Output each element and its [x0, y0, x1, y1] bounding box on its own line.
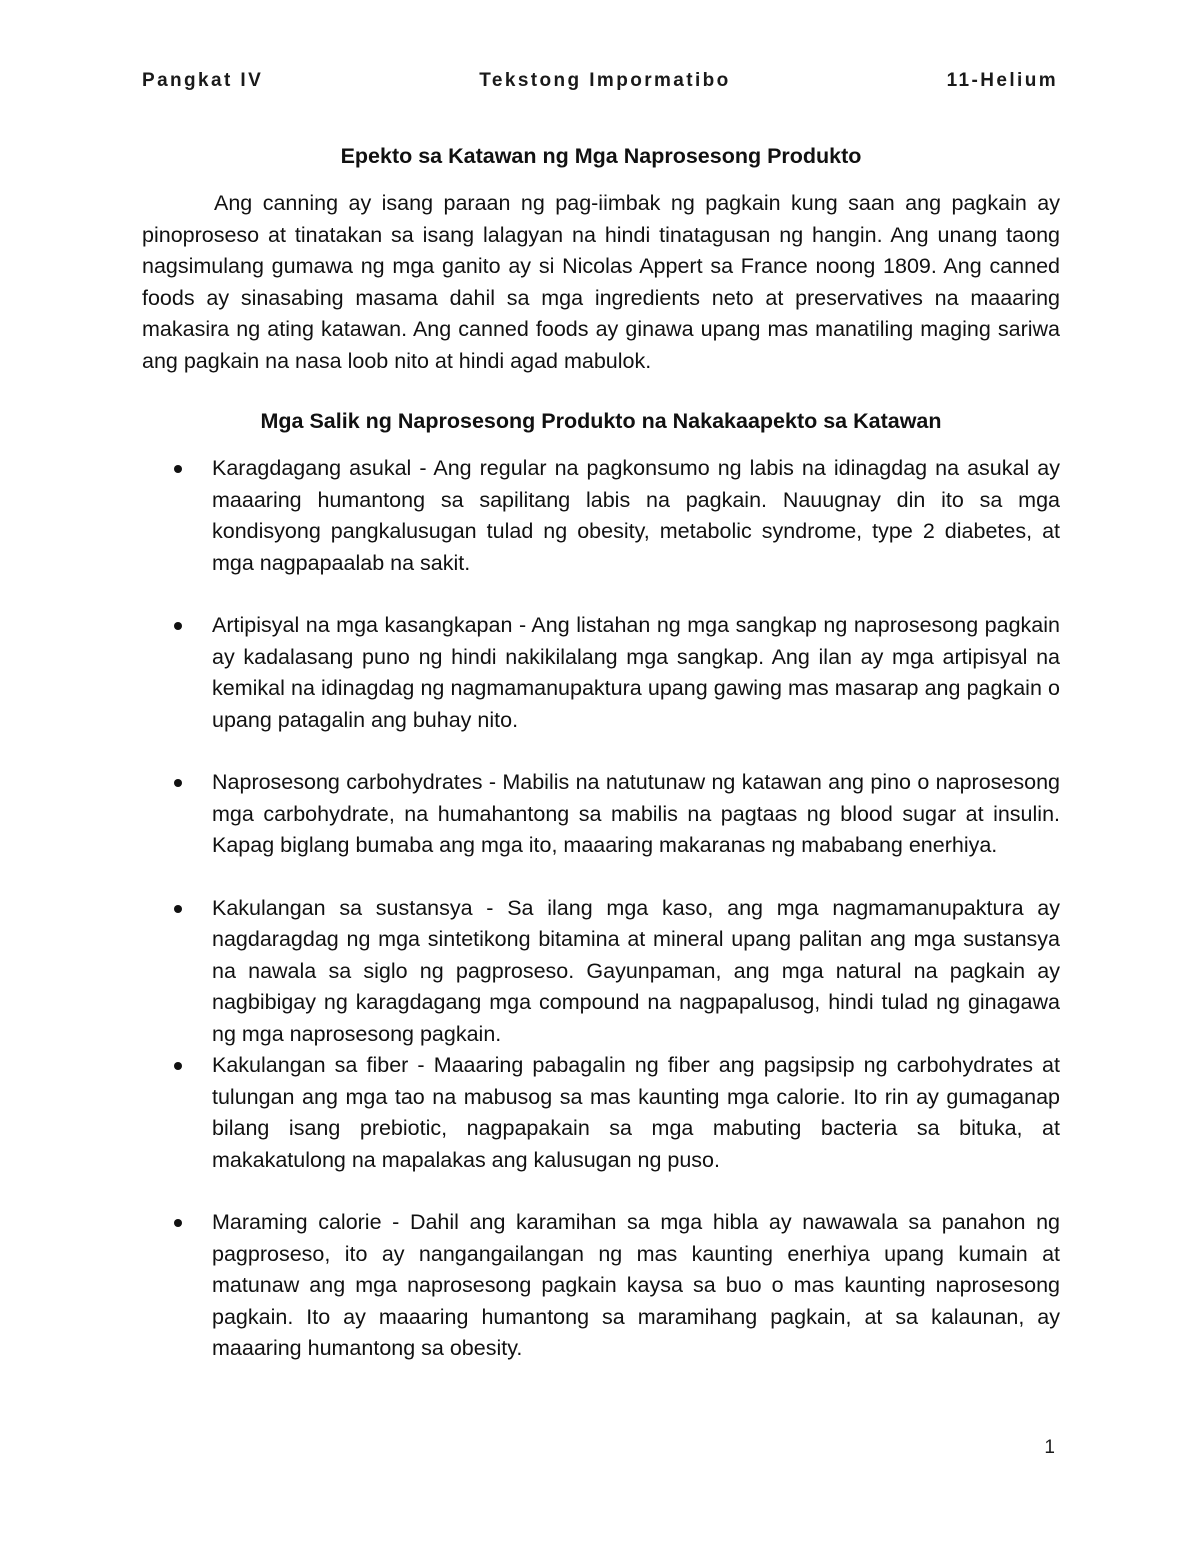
factor-list: [142, 453, 1060, 1365]
list-item: [142, 893, 1060, 1051]
list-item-text: Karagdagang asukal - Ang regular na pagkonsumo ng labis na idinagdag na asukal ay maaaring humantong sa sapilitang labis na pagkain. Nauugnay din ito sa mga kondisyong pangkalusugan tulad ng obesity, metabolic syndrome, type 2 diabetes, at mga nagpapaalab na sakit.: [212, 456, 1060, 575]
list-item: [142, 767, 1060, 862]
header-center: Tekstong Impormatibo: [479, 70, 731, 91]
page-number: 1: [1044, 1437, 1055, 1458]
bullet-icon: [174, 1219, 182, 1227]
intro-paragraph: Ang canning ay isang paraan ng pag-iimbak ng pagkain kung saan ang pagkain ay pinoproseso at tinatakan sa isang lalagyan na hindi tinatagusan ng hangin. Ang unang taong nagsimulang gumawa ng mga ganito ay si Nicolas Appert sa France noong 1809. Ang canned foods ay sinasabing masama dahil sa mga ingredients neto at preservatives na maaaring makasira ng ating katawan. Ang canned foods ay ginawa upang mas manatiling maging sariwa ang pagkain na nasa loob nito at hindi agad mabulok.: [142, 191, 1060, 373]
list-item-text: Naprosesong carbohydrates - Mabilis na natutunaw ng katawan ang pino o naprosesong mga carbohydrate, na humahantong sa mabilis na pagtaas ng blood sugar at insulin. Kapag biglang bumaba ang mga ito, maaaring makaranas ng mababang enerhiya.: [212, 770, 1060, 857]
bullet-icon: [174, 465, 182, 473]
bullet-icon: [174, 622, 182, 630]
list-item-text: Maraming calorie - Dahil ang karamihan sa mga hibla ay nawawala sa panahon ng pagproseso, ito ay nangangailangan ng mas kaunting enerhiya upang kumain at matunaw ang mga naprosesong pagkain kaysa sa buo o mas kaunting naprosesong pagkain. Ito ay maaaring humantong sa maramihang pagkain, at sa kalaunan, ay maaaring humantong sa obesity.: [212, 1210, 1060, 1360]
section-subtitle: Mga Salik ng Naprosesong Produkto na Nakakaapekto sa Katawan: [260, 409, 942, 433]
bullet-icon: [174, 779, 182, 787]
list-item: [142, 1050, 1060, 1176]
list-item-text: Artipisyal na mga kasangkapan - Ang listahan ng mga sangkap ng naprosesong pagkain ay kadalasang puno ng hindi nakikilalang mga sangkap. Ang ilan ay mga artipisyal na kemikal na idinagdag ng nagmamanupaktura upang gawing mas masarap ang pagkain o upang patagalin ang buhay nito.: [212, 613, 1060, 732]
document-body: [142, 140, 1060, 1365]
list-item: [142, 610, 1060, 736]
list-item: [142, 1207, 1060, 1365]
list-item: [142, 453, 1060, 579]
list-item-text: Kakulangan sa fiber - Maaaring pabagalin ng fiber ang pagsipsip ng carbohydrates at tulungan ang mga tao na mabusog sa mas kaunting mga calorie. Ito rin ay gumaganap bilang isang prebiotic, nagpapakain sa mga mabuting bacteria sa bituka, at makakatulong na mapalakas ang kalusugan ng puso.: [212, 1053, 1060, 1172]
list-item-text: Kakulangan sa sustansya - Sa ilang mga kaso, ang mga nagmamanupaktura ay nagdaragdag ng mga sintetikong bitamina at mineral upang palitan ang mga sustansya na nawala sa siglo ng pagproseso. Gayunpaman, ang mga natural na pagkain ay nagbibigay ng karagdagang mga compound na nagpapalusog, hindi tulad ng ginagawa ng mga naprosesong pagkain.: [212, 895, 1060, 1046]
bullet-icon: [174, 1062, 182, 1070]
bullet-icon: [174, 905, 182, 913]
header-right: 11-Helium: [946, 70, 1058, 91]
header-left: Pangkat IV: [142, 70, 264, 91]
page-title: Epekto sa Katawan ng Mga Naprosesong Produkto: [340, 144, 862, 168]
